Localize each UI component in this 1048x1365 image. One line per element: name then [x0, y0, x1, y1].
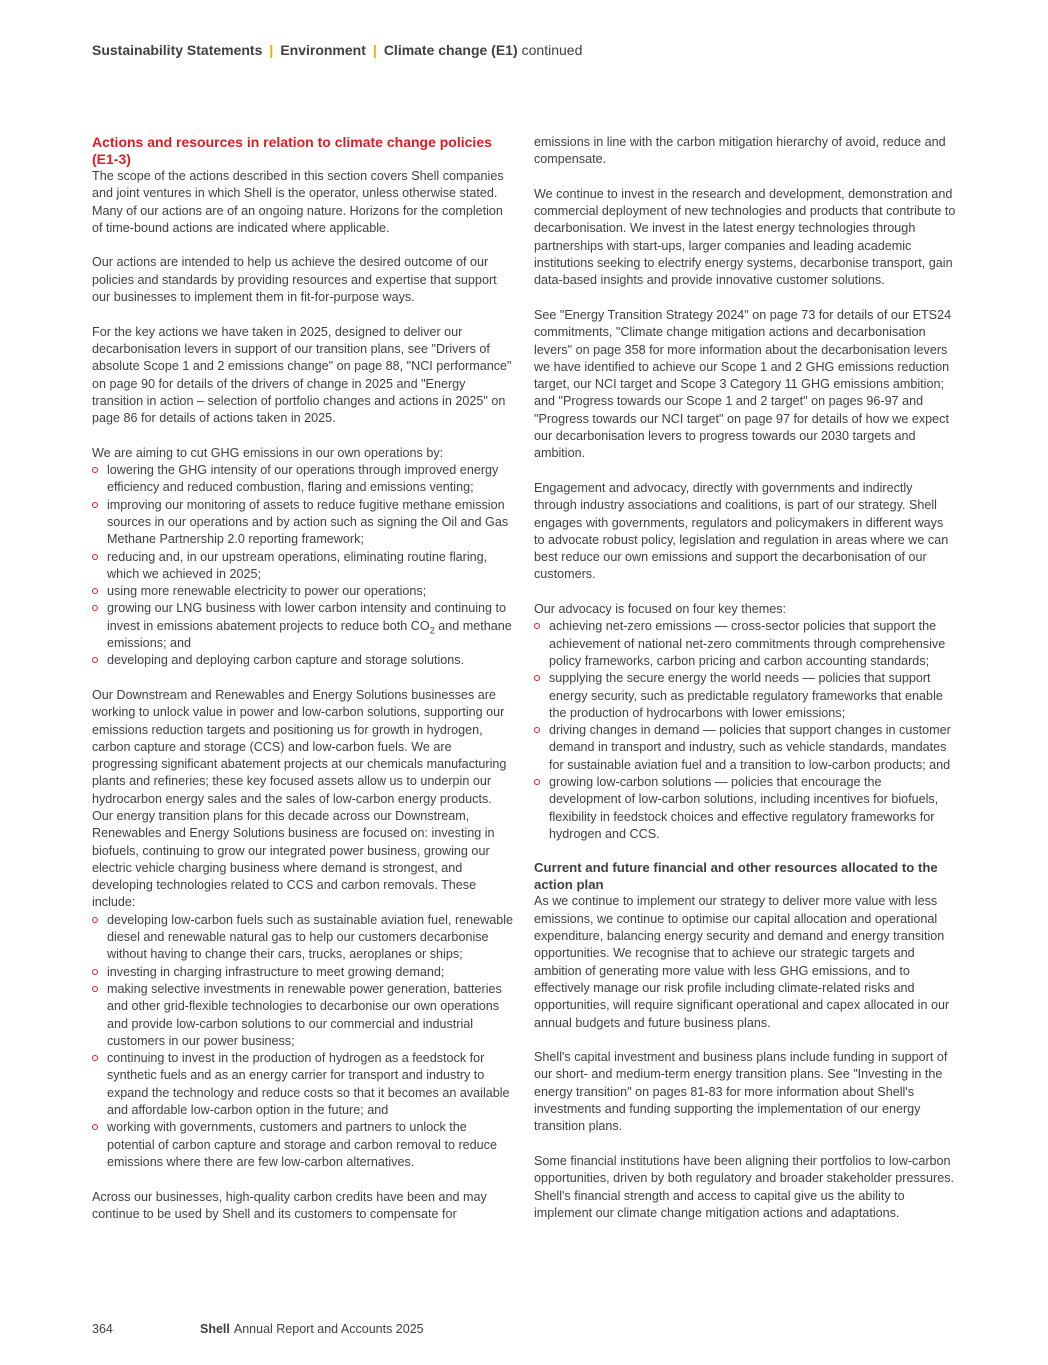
- breadcrumb-continued: continued: [521, 42, 583, 58]
- list-item-text-post: and methane emissions; and: [107, 618, 512, 651]
- paragraph-mitigation-hierarchy: emissions in line with the carbon mitigation hierarchy of avoid, reduce and compensate.: [534, 135, 946, 167]
- list-item-text: developing low-carbon fuels such as sustainable aviation fuel, renewable diesel and renewable natural gas to help our customers decarbonise without having to change their cars, trucks, aeroplanes or ships;: [107, 912, 514, 962]
- paragraph-actions-intent: Our actions are intended to help us achieve the desired outcome of our policies and standards by providing resources and expertise that support our businesses to implement them in fit-for-purpose ways.: [92, 255, 497, 305]
- footer-report-title: Annual Report and Accounts 2025: [233, 1322, 424, 1336]
- section-heading-actions-resources: Actions and resources in relation to climate change policies (E1-3): [92, 134, 492, 167]
- bullet-icon: [534, 675, 540, 681]
- paragraph-advocacy-themes: Our advocacy is focused on four key themes:: [534, 602, 786, 617]
- bullet-icon: [92, 554, 98, 560]
- list-item-text: making selective investments in renewable power generation, batteries and other grid-flexible technologies to decarbonise our own operations and provide low-carbon solutions to our commercial and industrial customers in our power business;: [107, 981, 502, 1048]
- paragraph-carbon-credits: Across our businesses, high-quality carbon credits have been and may continue to be used by Shell and its customers to compensate for: [92, 1189, 487, 1221]
- left-column: [92, 134, 515, 1223]
- bullet-icon: [92, 657, 98, 663]
- paragraph-scope: The scope of the actions described in this section covers Shell companies and joint ventures in which Shell is the operator, unless otherwise stated. Many of our actions are of an ongoing nature. Horizons for the completion of time-bound actions are indicated where applicable.: [92, 169, 504, 235]
- paragraph-financial-institutions: Some financial institutions have been aligning their portfolios to low-carbon opportunities, driven by both regulatory and broader stakeholder pressures. Shell's financial strength and access to capital give us the ability to implement our climate change mitigation actions and adaptations.: [534, 1153, 955, 1220]
- bullet-icon: [92, 969, 98, 975]
- list-item-text: achieving net-zero emissions — cross-sector policies that support the achievement of national net-zero commitments through comprehensive policy frameworks, carbon pricing and carbon accounting standards;: [549, 619, 946, 668]
- list-item: [92, 981, 515, 1050]
- list-item: [92, 600, 515, 652]
- list-item-text: developing and deploying carbon capture and storage solutions.: [107, 653, 465, 668]
- paragraph-capital-investment: Shell's capital investment and business plans include funding in support of our short- and medium-term energy transition plans. See "Investing in the energy transition" on pages 81-83 for more information about Shell's investments and funding supporting the implementation of our energy transition plans.: [534, 1050, 948, 1134]
- list-item: [92, 652, 515, 669]
- breadcrumb-climate-change[interactable]: Climate change (E1): [383, 42, 518, 58]
- list-item: [92, 462, 515, 497]
- bullet-icon: [92, 605, 98, 611]
- list-item: [534, 670, 956, 722]
- paragraph-aiming-to-cut: We are aiming to cut GHG emissions in our own operations by:: [92, 445, 444, 460]
- list-item: [534, 722, 956, 774]
- list-item-text: driving changes in demand — policies that support changes in customer demand in transport and industry, such as vehicle standards, mandates for sustainable aviation fuel and a transition to low-carbon products; and: [549, 723, 951, 772]
- breadcrumb-separator: |: [372, 42, 377, 58]
- breadcrumb-separator: |: [269, 42, 274, 58]
- page-footer: [92, 1322, 424, 1336]
- subheading-financial-resources: Current and future financial and other resources allocated to the action plan: [534, 860, 938, 892]
- list-item: [92, 912, 515, 964]
- bullet-icon: [92, 917, 98, 923]
- bullet-icon: [534, 779, 540, 785]
- bullet-icon: [92, 502, 98, 508]
- paragraph-research-development: We continue to invest in the research and development, demonstration and commercial deployment of new technologies and products that contribute to decarbonisation. We invest in the latest energy technologies through partnerships with start-ups, larger companies and leading academic institutions seeking to electrify energy systems, decarbonise transport, gain data-based insights and provide innovative customer solutions.: [534, 186, 956, 288]
- bullet-icon: [92, 588, 98, 594]
- list-item-text: growing low-carbon solutions — policies that encourage the development of low-carbon solutions, including incentives for biofuels, flexibility in feedstock choices and effective regulatory frameworks for hydrogen and CCS.: [549, 774, 939, 841]
- list-item-text: lowering the GHG intensity of our operations through improved energy efficiency and reduced combustion, flaring and emissions venting;: [107, 463, 499, 495]
- list-own-operations: [92, 462, 515, 670]
- list-item: [92, 1050, 515, 1119]
- list-item: [92, 549, 515, 584]
- bullet-icon: [92, 1055, 98, 1061]
- paragraph-key-actions-2025: For the key actions we have taken in 2025, designed to deliver our decarbonisation levers in support of our transition plans, see "Drivers of absolute Scope 1 and 2 emissions change" on page 88, "NCI performance" on page 90 for details of the drivers of change in 2025 and "Energy transition in action – selection of portfolio changes and actions in 2025" on page 86 for details of actions taken in 2025.: [92, 324, 512, 426]
- breadcrumb: [92, 42, 582, 58]
- paragraph-see-ets24: See "Energy Transition Strategy 2024" on page 73 for details of our ETS24 commitments, "Climate change mitigation actions and decarbonisation levers" on page 358 for more information about the decarbonisation levers we have identified to achieve our Scope 1 and 2 GHG emissions reduction target, our NCI target and Scope 3 Category 11 GHG emissions ambition; and "Progress towards our Scope 1 and 2 target" on pages 96-97 and "Progress towards our NCI target" on page 97 for details of how we expect our decarbonisation levers to progress towards our 2030 targets and ambition.: [534, 307, 952, 461]
- list-item-text: using more renewable electricity to power our operations;: [107, 584, 427, 599]
- list-item-text: improving our monitoring of assets to reduce fugitive methane emission sources in our operations and by action such as signing the Oil and Gas Methane Partnership 2.0 reporting framework;: [107, 497, 509, 547]
- list-item-text: reducing and, in our upstream operations, eliminating routine flaring, which we achieved in 2025;: [107, 549, 488, 581]
- list-advocacy-themes: [534, 618, 956, 843]
- footer-brand: Shell: [200, 1322, 230, 1336]
- list-item: [92, 583, 515, 600]
- paragraph-capital-allocation: As we continue to implement our strategy to deliver more value with less emissions, we continue to optimise our capital allocation and operational expenditure, balancing energy security and demand and energy transition opportunities. We recognise that to achieve our strategic targets and ambition of generating more value with less GHG emissions, and to effectively manage our risk profile including climate-related risks and opportunities, will require significant operational and capex allocated in our annual budgets and future business plans.: [534, 894, 950, 1030]
- co2-subscript: 2: [429, 625, 435, 636]
- bullet-icon: [534, 623, 540, 629]
- list-item: [534, 618, 956, 670]
- list-item: [534, 774, 956, 843]
- breadcrumb-environment[interactable]: Environment: [280, 42, 366, 58]
- paragraph-downstream-renewables: Our Downstream and Renewables and Energy Solutions businesses are working to unlock value in power and low-carbon solutions, supporting our emissions reduction targets and positioning us for growth in hydrogen, carbon capture and storage (CCS) and low-carbon fuels. We are progressing significant abatement projects at our chemicals manufacturing plants and refineries; these key focused assets allow us to underpin our hydrocarbon energy sales and the sales of low-carbon energy products. Our energy transition plans for this decade across our Downstream, Renewables and Energy Solutions business are focused on: investing in biofuels, continuing to grow our integrated power business, growing our electric vehicle charging business where demand is strongest, and developing technologies related to CCS and carbon removals. These include:: [92, 687, 507, 910]
- bullet-icon: [92, 1124, 98, 1130]
- paragraph-engagement-advocacy: Engagement and advocacy, directly with governments and indirectly through industry associations and coalitions, is part of our strategy. Shell engages with governments, regulators and policymakers in different ways to advocate robust policy, legislation and regulation in areas where we can best reduce our own emissions and support the decarbonisation of our customers.: [534, 480, 949, 582]
- bullet-icon: [92, 467, 98, 473]
- right-column: [534, 134, 956, 1222]
- list-downstream-initiatives: [92, 912, 515, 1171]
- list-item-text: supplying the secure energy the world needs — policies that support energy security, such as predictable regulatory frameworks that enable the production of hydrocarbons with lower emissions;: [549, 671, 943, 720]
- bullet-icon: [92, 986, 98, 992]
- bullet-icon: [534, 727, 540, 733]
- breadcrumb-sustainability-statements[interactable]: Sustainability Statements: [92, 42, 263, 58]
- list-item: [92, 1119, 515, 1171]
- page-number: 364: [92, 1322, 113, 1336]
- list-item-text: working with governments, customers and partners to unlock the potential of carbon capture and storage and carbon removal to reduce emissions where there are few low-carbon alternatives.: [107, 1120, 497, 1169]
- list-item-text: continuing to invest in the production of hydrogen as a feedstock for synthetic fuels and as an energy carrier for transport and industry to expand the technology and reduce costs so that it becomes an available and affordable low-carbon option in the future; and: [107, 1051, 510, 1118]
- list-item: [92, 497, 515, 549]
- list-item-text-pre: growing our LNG business with lower carbon intensity and continuing to invest in emissions abatement projects to reduce both CO: [107, 601, 507, 633]
- list-item-text: investing in charging infrastructure to meet growing demand;: [107, 964, 445, 979]
- list-item: [92, 964, 515, 981]
